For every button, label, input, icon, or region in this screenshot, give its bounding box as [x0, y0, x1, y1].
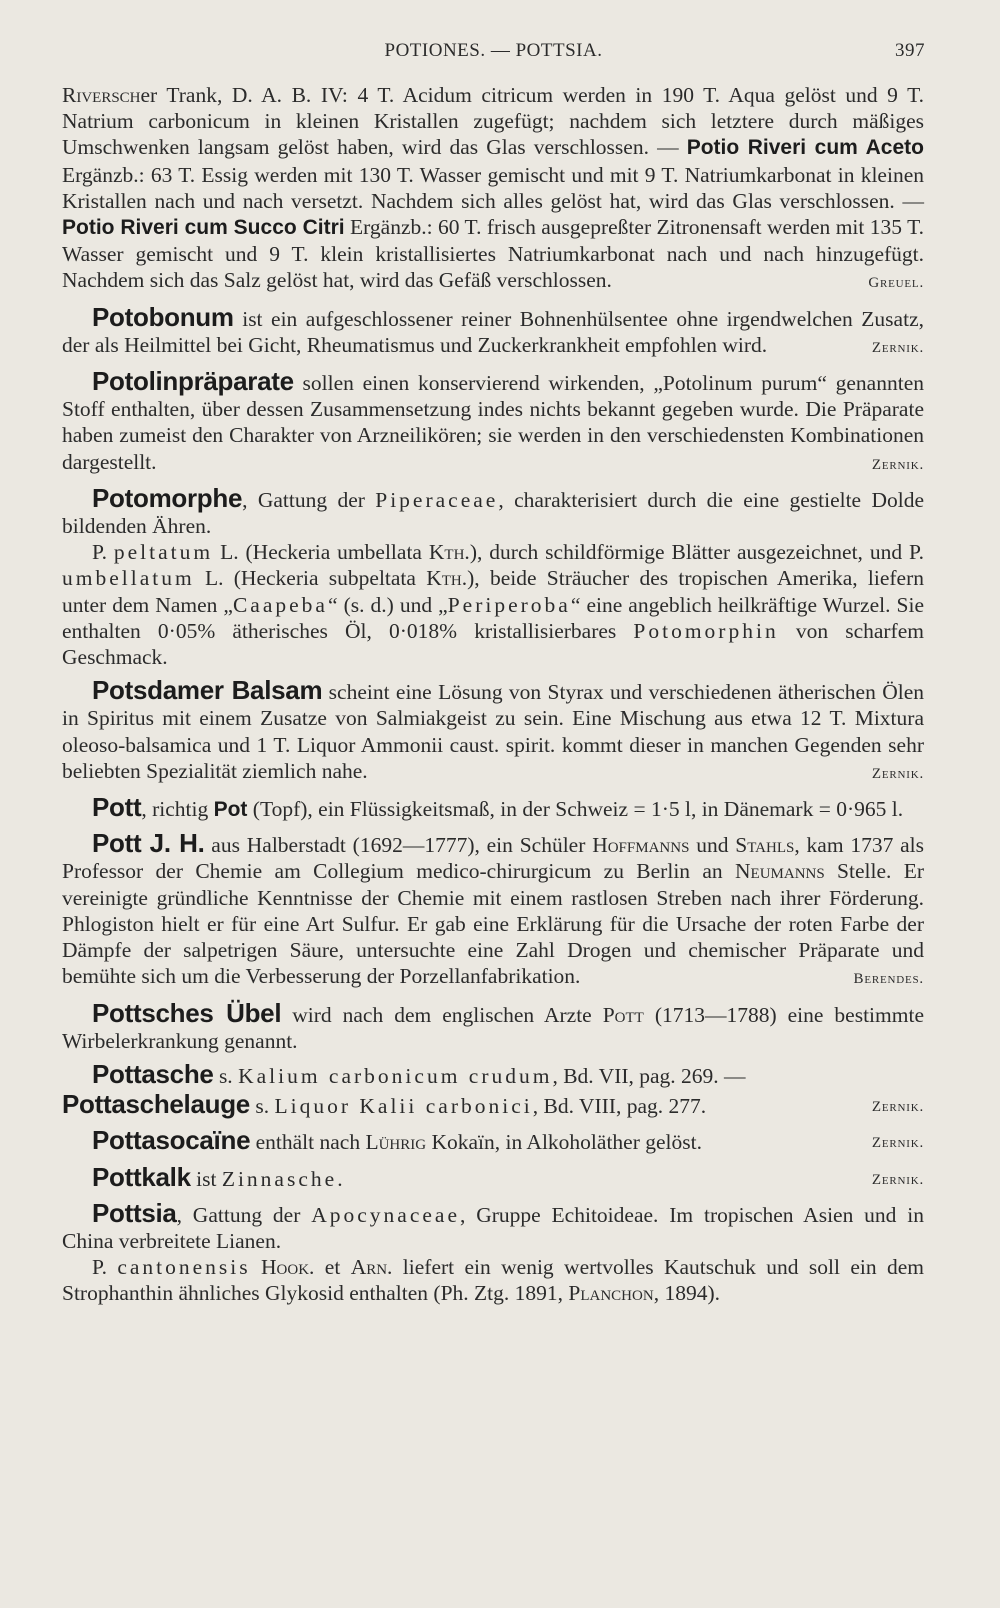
entry-text: ist	[190, 1166, 222, 1191]
entry-paragraph	[62, 539, 924, 670]
entry-text: s.	[213, 1063, 239, 1088]
entry-text: und	[689, 833, 736, 858]
entry-text: “ (s. d.) und „	[327, 592, 448, 617]
entry-text: sollen einen konservierend wirkenden, „Potolinum purum“ genannten Stoff enthalten, über dessen Zusammensetzung indes nichts bekannt gegeben wurde. Die Präparate haben zumeist den Charakter von Arzneilikören; sie werden in den verschiedensten Kombinationen dargestellt.	[62, 371, 924, 474]
family-name: Piperaceae	[375, 487, 499, 512]
page-body	[62, 82, 924, 1314]
entry-text: (Topf), ein Flüssigkeitsmaß, in der Schweiz = 1·5 l, in Dänemark = 0·965 l.	[247, 797, 904, 822]
entry-headword: Potsdamer Balsam	[92, 675, 323, 706]
person-name: Planchon	[568, 1281, 654, 1306]
entry-text: ), beide Sträucher des tropischen Amerika, liefern unter dem Namen „	[62, 566, 924, 617]
running-title: POTIONES. — POTTSIA.	[384, 40, 603, 61]
author-signature: Zernik.	[871, 456, 924, 473]
compound-name: Potomorphin	[633, 618, 779, 643]
entry-text: Ergänzb.: 63 T. Essig werden mit 130 T. Wasser gemischt und mit 9 T. Natriumkarbonat in kleinen Kristallen nach und nach versetzt. Nachdem sich alles gelöst hat, wird das Glas verschlossen. —	[62, 162, 924, 213]
entry-text	[251, 1255, 261, 1279]
entry-subterm: Pot	[213, 798, 248, 822]
entry-headword: Potolinpräparate	[92, 366, 294, 397]
entry-subterm: Potio Riveri cum Aceto	[686, 136, 924, 160]
author-abbrev: Kth.	[426, 566, 468, 591]
entry-pott	[62, 794, 924, 823]
entry-potomorphe	[62, 482, 924, 670]
entry-headword: Pottkalk	[92, 1161, 191, 1192]
common-name: Caapeba	[232, 592, 328, 617]
entry-text: , Bd. VII, pag. 269. —	[552, 1063, 746, 1088]
species-name: umbellatum	[62, 566, 195, 591]
entry-text: enthält nach	[250, 1130, 366, 1155]
author-signature: Greuel.	[868, 275, 924, 292]
entry-text: , kam 1737 als Professor der Chemie am Collegium medico-chirurgicum zu Berlin an	[62, 833, 925, 884]
entry-text: s.	[249, 1094, 275, 1119]
entry-text: , Gruppe Echitoideae. Im tropischen Asien und in China verbreitete Lianen.	[62, 1202, 925, 1253]
entry-headword: Pott	[92, 792, 142, 823]
entry-headword: Pottsia	[92, 1197, 177, 1228]
entry-pottasocaine	[62, 1127, 924, 1156]
author-signature: Berendes.	[853, 971, 924, 988]
entry-text: P.	[92, 540, 114, 565]
entry-text: er Trank, D. A. B. IV: 4 T. Acidum citricum werden in 190 T. Aqua gelöst und 9 T. Natrium carbonicum in kleinen Kristallen zugefügt; nachdem sich letztere durch mäßiges Umschwenken langsam gelöst haben, wird das Glas verschlossen. —	[62, 83, 924, 160]
author-signature: Zernik.	[871, 1099, 924, 1116]
entry-potobonum	[62, 301, 924, 361]
entry-headword: Pottasche	[92, 1058, 214, 1089]
entry-pottsia	[62, 1197, 925, 1307]
entry-headword: Potobonum	[92, 301, 234, 332]
entry-text: , Gattung der	[242, 487, 376, 512]
family-name: Apocynaceae	[311, 1202, 461, 1227]
entry-text: wird nach dem englischen Arzte	[281, 1002, 603, 1027]
page-number: 397	[895, 40, 925, 61]
entry-text: L. (Heckeria subpeltata	[194, 566, 427, 591]
species-name: peltatum	[113, 540, 214, 565]
entry-text: et	[314, 1255, 351, 1280]
entry-subterm: Potio Riveri cum Succo Citri	[62, 216, 345, 240]
entry-lead-word: Riversch	[62, 83, 141, 107]
entry-text: (1713—1788) eine bestimmte Wirbelerkrankung genannt.	[62, 1002, 924, 1053]
author-signature: Zernik.	[871, 1171, 924, 1188]
cross-reference: Zinnasche	[221, 1166, 338, 1191]
person-name: Stahls	[735, 833, 795, 858]
entry-paragraph	[62, 1254, 924, 1306]
entry-riverscher-trank	[62, 82, 924, 297]
entry-pottasche	[62, 1058, 924, 1089]
author-signature: Zernik.	[871, 1135, 924, 1152]
entry-text: ), durch schildförmige Blätter ausgezeichnet, und P.	[469, 540, 924, 565]
entry-text: , 1894).	[653, 1281, 720, 1306]
entry-headword: Pottasocaïne	[92, 1125, 251, 1156]
author-abbrev: Kth.	[428, 540, 470, 565]
entry-text: Stelle. Er vereinigte gründliche Kenntnisse der Chemie mit einem rastlosen Streben nach ihrer Förderung. Phlogiston hielt er für eine Art Sulfur. Er gab eine Erklärung für die Ursache der roten Farbe der Dämpfe der salpetrigen Säure, untersuchte eine Zahl Drogen und chemischer Präparate und bemühte sich um die Verbesserung der Porzellanfabrikation.	[62, 859, 924, 989]
entry-pottkalk	[62, 1161, 924, 1193]
cross-reference: Kalium carbonicum crudum	[238, 1063, 553, 1088]
entry-text: “ eine angeblich heilkräftige Wurzel. Sie enthalten 0·05% ätherisches Öl, 0·018% kristallisierbares	[62, 592, 924, 643]
entry-text: L. (Heckeria umbellata	[213, 540, 429, 565]
entry-text: von scharfem Geschmack.	[62, 618, 924, 670]
person-name: Pott	[602, 1002, 644, 1027]
person-name: Neumanns	[735, 859, 825, 884]
entry-text: P.	[92, 1255, 118, 1280]
entry-pott-jh	[62, 830, 924, 992]
entry-headword: Pottsches Übel	[92, 997, 282, 1028]
person-name: Hoffmanns	[592, 833, 690, 858]
species-name: cantonensis	[117, 1255, 251, 1280]
author-signature: Zernik.	[871, 765, 924, 782]
person-name: Lührig	[365, 1130, 427, 1155]
entry-text: ist ein aufgeschlossener reiner Bohnenhülsentee ohne irgendwelchen Zusatz, der als Heilmittel bei Gicht, Rheumatismus und Zuckerkrankheit empfohlen wird.	[62, 306, 924, 357]
author-signature: Zernik.	[871, 339, 924, 356]
author-abbrev: Hook.	[261, 1255, 315, 1280]
entry-potsdamer-balsam	[62, 677, 924, 787]
entry-pottsches-uebel	[62, 997, 924, 1054]
entry-text: , Bd. VIII, pag. 277.	[532, 1094, 707, 1119]
author-abbrev: Arn.	[350, 1255, 393, 1280]
entry-text: , Gattung der	[176, 1202, 312, 1227]
entry-headword: Potomorphe	[92, 482, 243, 513]
entry-pottaschelauge	[62, 1091, 924, 1120]
entry-text: Ergänzb.: 60 T. frisch ausgepreßter Zitronensaft werden mit 135 T. Wasser gemischt und 9 T. klein kristallisiertes Natriumkarbonat nach und nach hinzugefügt. Nachdem sich das Salz gelöst hat, wird das Gefäß verschlossen.	[62, 215, 924, 293]
cross-reference: Liquor Kalii carbonici	[274, 1094, 533, 1119]
entry-text: aus Halberstadt (1692—1777), ein Schüler	[204, 833, 593, 858]
entry-text: , richtig	[141, 797, 214, 822]
entry-headword: Pott J. H.	[92, 828, 205, 859]
entry-headword: Pottaschelauge	[62, 1089, 250, 1120]
entry-text: .	[337, 1166, 343, 1191]
entry-text: liefert ein wenig wertvolles Kautschuk und soll ein dem Strophanthin ähnliches Glykosid enthalten (Ph. Ztg. 1891,	[62, 1255, 924, 1306]
entry-text: , charakterisiert durch die eine gestielte Dolde bildenden Ähren.	[62, 487, 924, 539]
entry-text: Kokaïn, in Alkoholäther gelöst.	[426, 1130, 702, 1155]
entry-text: scheint eine Lösung von Styrax und verschiedenen ätherischen Ölen in Spiritus mit einem Zusatze von Salmiakgeist zu sein. Eine Mischung aus etwa 12 T. Mixtura oleoso-balsamica und 1 T. Liquor Ammonii caust. spirit. kommt dieser in manchen Gegenden sehr beliebten Spezialität ziemlich nahe.	[62, 680, 924, 783]
common-name: Periperoba	[447, 592, 571, 617]
entry-potolinpraeparate	[62, 368, 924, 478]
